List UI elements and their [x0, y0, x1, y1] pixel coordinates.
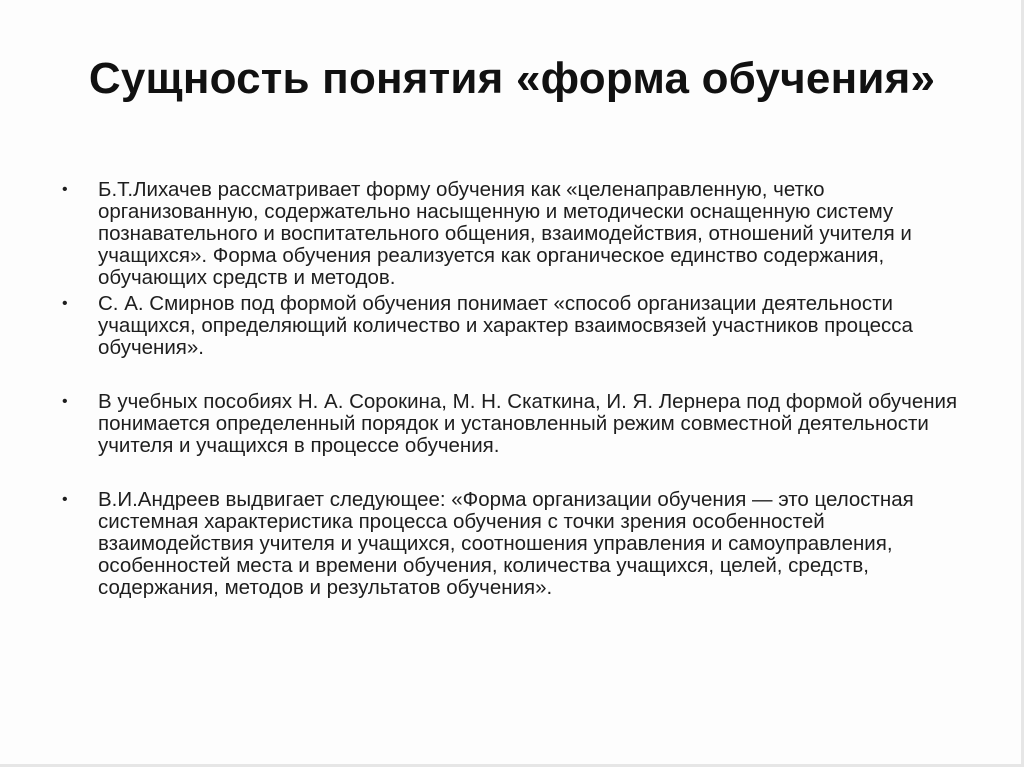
bullet-text: Б.Т.Лихачев рассматривает форму обучения как «целенаправленную, четко организованную, содержательно насыщенную и методически оснащенную систему познавательного и воспитательного общения, взаимодействия, отношений учителя и учащихся». Форма обучения реализуется как органическое единство содержания, обучающих средств и методов.: [98, 178, 912, 289]
bullet-item-smirnov: [62, 293, 982, 359]
slide-title: Сущность понятия «форма обучения»: [88, 54, 936, 103]
bullet-icon: •: [62, 295, 68, 312]
bullet-text: В учебных пособиях Н. А. Сорокина, М. Н. Скаткина, И. Я. Лернера под формой обучения понимается определенный порядок и установленный режим совместной деятельности учителя и учащихся в процессе обучения.: [98, 390, 958, 457]
bullet-icon: •: [62, 181, 68, 198]
bullet-item-textbooks: [62, 391, 982, 457]
bullet-list: [62, 179, 982, 599]
bullet-item-likhachev: [62, 179, 982, 289]
slide-content: [62, 179, 982, 599]
bullet-text: В.И.Андреев выдвигает следующее: «Форма организации обучения — это целостная системная характеристика процесса обучения с точки зрения особенностей взаимодействия учителя и учащихся, соотношения управления и самоуправления, особенностей места и времени обучения, количества учащихся, целей, средств, содержания, методов и результатов обучения».: [98, 488, 914, 599]
bullet-text: С. А. Смирнов под формой обучения понимает «способ организации деятельности учащихся, определяющий количество и характер взаимосвязей участников процесса обучения».: [98, 292, 913, 359]
bullet-icon: •: [62, 491, 68, 508]
bullet-icon: •: [62, 393, 68, 410]
bullet-item-andreev: [62, 489, 982, 599]
